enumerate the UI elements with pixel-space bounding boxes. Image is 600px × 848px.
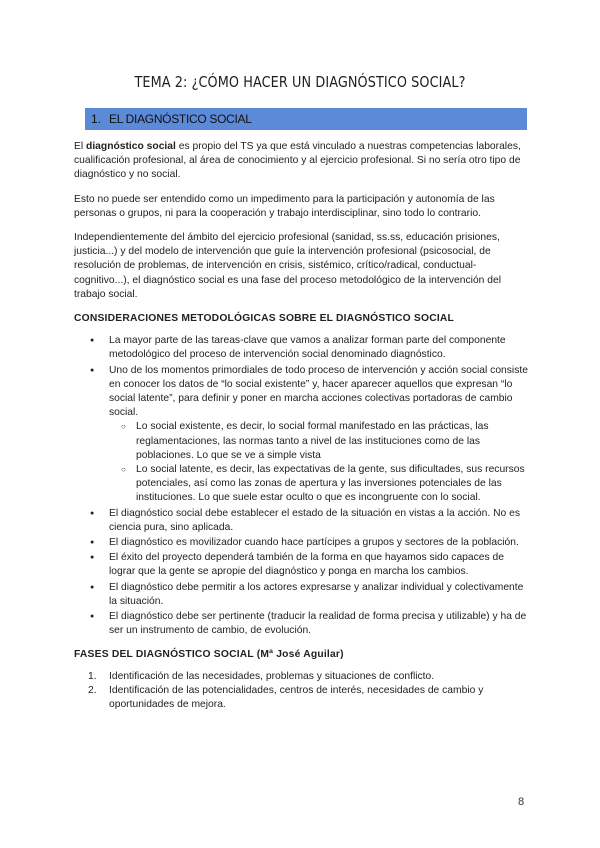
list-item: ● El éxito del proyecto dependerá también de la forma en que hayamos sido capaces de lograr que la gente se apropie del diagnóstico y ponga en marcha los cambios. (74, 551, 530, 579)
intro-bold-term: diagnóstico social (86, 141, 176, 152)
bullet-list (74, 334, 530, 638)
sub-list-item: ○ Lo social existente, es decir, lo social formal manifestado en las prácticas, las reglamentaciones, las normas tanto a nivel de las instituciones como de las poblaciones. Lo que se ve a simple vista (109, 420, 530, 463)
paragraph-2: Esto no puede ser entendido como un impedimento para la participación y autonomía de las personas o grupos, ni para la cooperación y trabajo interdisciplinar, sino todo lo contrario. (74, 193, 495, 219)
sub-list-item: ○ Lo social latente, es decir, las expectativas de la gente, sus dificultades, sus recursos potenciales, así como las zonas de apertura y las inversiones potenciales de las instituciones. Lo que suele estar oculto o que es incongruente con lo social. (109, 463, 530, 506)
list-item: ● La mayor parte de las tareas-clave que vamos a analizar forman parte del componente metodológico del proceso de intervención social denominado diagnóstico. (74, 334, 530, 362)
list-item: ● El diagnóstico es movilizador cuando hace partícipes a grupos y sectores de la población. (74, 536, 530, 550)
phase-item (74, 684, 530, 712)
list-item: ● El diagnóstico debe ser pertinente (traducir la realidad de forma precisa y utilizable) y ha de ser un instrumento de cambio, de evolución. (74, 610, 530, 638)
intro-pre: El (74, 141, 87, 152)
phase-text: Identificación de las potencialidades, centros de interés, necesidades de cambio y oportunidades de mejora. (109, 684, 484, 711)
intro-post: es propio del TS ya que está vinculado a nuestras competencias laborales, cualificación profesional, al área de conocimiento y al ejercicio profesional. Si no sería otro tipo de diagnóstico y no social. (74, 141, 521, 181)
section-title: EL DIAGNÓSTICO SOCIAL (109, 112, 252, 126)
phase-text: Identificación de las necesidades, problemas y situaciones de conflicto. (109, 670, 435, 682)
heading-fases: FASES DEL DIAGNÓSTICO SOCIAL (Mª José Aguilar) (74, 648, 344, 660)
phase-number: 2. (88, 684, 97, 696)
paragraph-3: Independientemente del ámbito del ejercicio profesional (sanidad, ss.ss, educación prisiones, justicia...) y del modelo de intervención que guíe la intervención profesional (psicosocial, de resolución de problemas, de intervención en crisis, sistémico, crítico/radical, conductual-cognitivo...), el diagnóstico social es una fase del proceso metodológico de la intervención del trabajo social. (74, 232, 502, 300)
list-item (74, 364, 530, 506)
main-content (74, 140, 530, 712)
section-number: 1. (91, 112, 102, 126)
heading-consideraciones: CONSIDERACIONES METODOLÓGICAS SOBRE EL DIAGNÓSTICO SOCIAL (74, 313, 455, 325)
phase-number: 1. (88, 670, 97, 682)
sub-bullet-list (109, 420, 530, 505)
list-item-text: Uno de los momentos primordiales de todo proceso de intervención y acción social consiste en conocer los datos de “lo social existente” y, hacer aparecer aquellos que expresan “lo social latente”, para definir y poner en marcha acciones colectivas portadoras de cambio social. (109, 364, 528, 419)
phase-item (74, 670, 530, 684)
section-heading-bar (85, 108, 527, 130)
paragraph-intro (74, 140, 530, 183)
list-item: ● El diagnóstico debe permitir a los actores expresarse y analizar individual y colectivamente la situación. (74, 581, 530, 609)
list-item: ● El diagnóstico social debe establecer el estado de la situación en vistas a la acción. No es ciencia pura, sino aplicada. (74, 507, 530, 535)
page-number: 8 (518, 796, 525, 808)
phases-list (74, 670, 530, 713)
page-title: TEMA 2: ¿CÓMO HACER UN DIAGNÓSTICO SOCIAL? (134, 73, 466, 91)
